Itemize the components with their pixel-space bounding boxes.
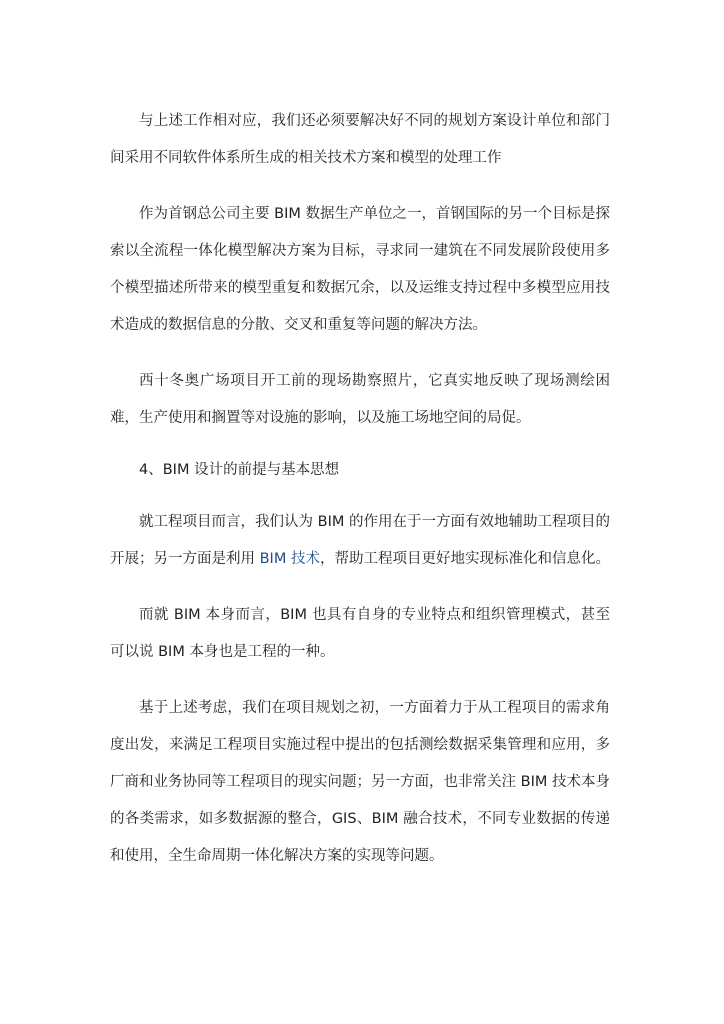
paragraph-7: 基于上述考虑，我们在项目规划之初，一方面着力于从工程项目的需求角度出发，来满足工程项目实施过程中提出的包括测绘数据采集管理和应用，多厂商和业务协同等工程项目的现实问题；另一方面，也非常关注 BIM 技术本身的各类需求，如多数据源的整合，GIS、BIM 融合技术，不同专业数据的传递和使用，全生命周期一体化解决方案的实现等问题。: [110, 700, 610, 864]
paragraph-6: 而就 BIM 本身而言，BIM 也具有自身的专业特点和组织管理模式，甚至可以说 BIM 本身也是工程的一种。: [110, 607, 610, 660]
paragraph-5: [110, 504, 610, 578]
paragraph-1: 与上述工作相对应，我们还必须要解决好不同的规划方案设计单位和部门间采用不同软件体系所生成的相关技术方案和模型的处理工作: [110, 113, 610, 166]
document-body: [110, 103, 610, 875]
paragraph-2: 作为首钢总公司主要 BIM 数据生产单位之一，首钢国际的另一个目标是探索以全流程一体化模型解决方案为目标，寻求同一建筑在不同发展阶段使用多个模型描述所带来的模型重复和数据冗余，以及运维支持过程中多模型应用技术造成的数据信息的分散、交叉和重复等问题的解决方法。: [110, 206, 610, 333]
paragraph-5-text-before: 就工程项目而言，我们认为 BIM 的作用在于一方面有效地辅助工程项目的开展；另一方面是利用: [110, 514, 610, 567]
paragraph-5-text-after: ，帮助工程项目更好地实现标准化和信息化。: [319, 551, 610, 567]
section-heading: 4、BIM 设计的前提与基本思想: [139, 462, 340, 478]
bim-tech-link[interactable]: BIM 技术: [259, 551, 320, 567]
paragraph-3: 西十冬奥广场项目开工前的现场勘察照片，它真实地反映了现场测绘困难，生产使用和搁置等对设施的影响，以及施工场地空间的局促。: [110, 373, 610, 426]
